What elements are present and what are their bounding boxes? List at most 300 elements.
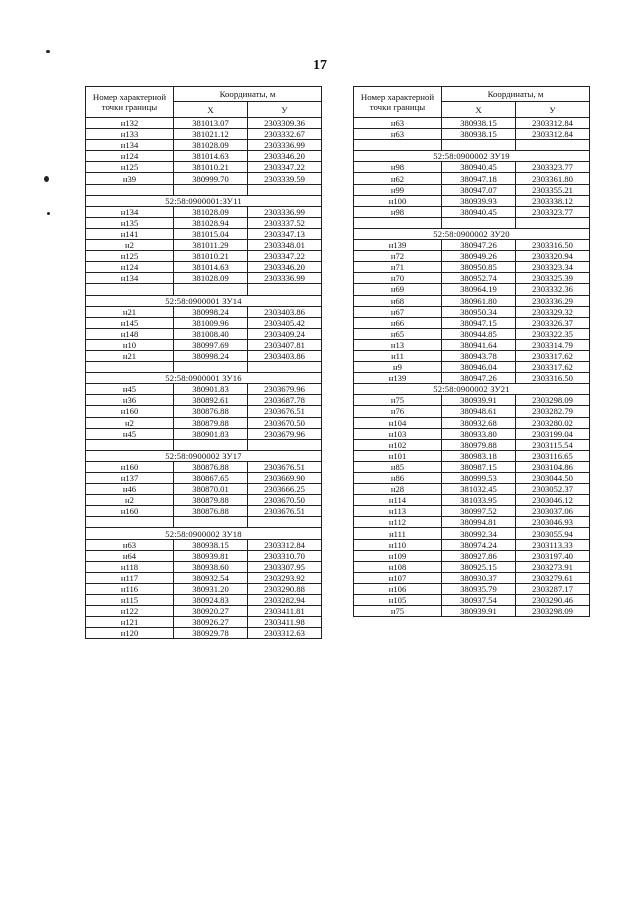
point-number: н102 [354,439,442,450]
x-coordinate: 380938.15 [442,118,516,129]
point-number: н135 [86,217,174,228]
coordinate-row [354,583,590,594]
coordinate-row [354,595,590,606]
parcel-number: 52:58:0900002 ЗУ21 [354,384,590,395]
coordinate-row [354,306,590,317]
coordinate-row [86,328,322,339]
coordinate-row [86,406,322,417]
coordinate-row [86,118,322,129]
point-number [86,517,174,528]
y-coordinate: 2303411.81 [248,606,322,617]
y-coordinate: 2303113.33 [516,539,590,550]
x-coordinate: 380974.24 [442,539,516,550]
point-number: н114 [354,495,442,506]
coordinate-row [86,317,322,328]
x-coordinate: 381010.21 [174,162,248,173]
page-number: 17 [313,58,327,73]
x-coordinate: 380938.15 [174,539,248,550]
header-y: У [516,102,590,118]
y-coordinate: 2303666.25 [248,484,322,495]
point-number: н99 [354,184,442,195]
x-coordinate: 380932.68 [442,417,516,428]
point-number: н65 [354,328,442,339]
coordinate-row [86,461,322,472]
coordinate-row [354,428,590,439]
y-coordinate: 2303326.37 [516,317,590,328]
x-coordinate: 381028.09 [174,140,248,151]
point-number: н63 [354,129,442,140]
y-coordinate: 2303336.29 [516,295,590,306]
point-number [86,284,174,295]
y-coordinate: 2303199.04 [516,428,590,439]
coordinate-row [354,561,590,572]
coordinate-row [354,550,590,561]
x-coordinate: 380927.86 [442,550,516,561]
x-coordinate [174,439,248,450]
point-number: н98 [354,206,442,217]
x-coordinate: 381011.29 [174,240,248,251]
coordinate-row [354,129,590,140]
point-number: н137 [86,473,174,484]
x-coordinate: 380997.52 [442,506,516,517]
coordinate-row [354,184,590,195]
x-coordinate: 380940.45 [442,206,516,217]
point-number: н67 [354,306,442,317]
point-number: н105 [354,595,442,606]
point-number: н108 [354,561,442,572]
y-coordinate: 2303336.99 [248,140,322,151]
y-coordinate: 2303310.70 [248,550,322,561]
point-number: н110 [354,539,442,550]
coordinate-row [86,473,322,484]
point-number: н125 [86,251,174,262]
point-number: н125 [86,162,174,173]
x-coordinate: 380938.60 [174,561,248,572]
point-number: н70 [354,273,442,284]
y-coordinate: 2303347.22 [248,251,322,262]
y-coordinate: 2303355.21 [516,184,590,195]
parcel-number: 52:58:0900002 ЗУ18 [86,528,322,539]
point-number: н120 [86,628,174,639]
coordinate-row [354,251,590,262]
point-number: н121 [86,617,174,628]
coordinate-row [354,473,590,484]
coordinates-table-left [85,86,322,639]
point-number: н160 [86,461,174,472]
y-coordinate: 2303411.98 [248,617,322,628]
y-coordinate: 2303403.86 [248,350,322,361]
x-coordinate: 380987.15 [442,461,516,472]
x-coordinate: 380939.91 [442,606,516,617]
x-coordinate: 381028.09 [174,273,248,284]
y-coordinate: 2303307.95 [248,561,322,572]
coordinate-row [86,583,322,594]
x-coordinate: 380998.24 [174,306,248,317]
x-coordinate: 381010.21 [174,251,248,262]
coordinate-row [354,350,590,361]
y-coordinate: 2303046.93 [516,517,590,528]
y-coordinate: 2303312.84 [248,539,322,550]
point-number: н2 [86,495,174,506]
coordinate-row [354,606,590,617]
point-number: н13 [354,339,442,350]
point-number: н63 [354,118,442,129]
x-coordinate: 380941.64 [442,339,516,350]
y-coordinate: 2303669.90 [248,473,322,484]
y-coordinate: 2303312.63 [248,628,322,639]
blank-row [86,184,322,195]
y-coordinate [516,217,590,228]
x-coordinate: 380964.19 [442,284,516,295]
x-coordinate: 380947.15 [442,317,516,328]
point-number: н71 [354,262,442,273]
point-number: н133 [86,129,174,140]
x-coordinate [442,217,516,228]
y-coordinate: 2303336.99 [248,206,322,217]
header-coordinates: Координаты, м [174,87,322,102]
coordinate-row [354,362,590,373]
header-point-number: Номер характерной точки границы [86,87,174,118]
x-coordinate: 380933.80 [442,428,516,439]
parcel-number: 52:58:0900002 ЗУ19 [354,151,590,162]
x-coordinate: 380979.88 [442,439,516,450]
y-coordinate: 2303332.67 [248,129,322,140]
x-coordinate [174,184,248,195]
coordinate-row [86,151,322,162]
coordinate-row [86,273,322,284]
point-number: н139 [354,240,442,251]
point-number: н117 [86,572,174,583]
y-coordinate: 2303197.40 [516,550,590,561]
y-coordinate: 2303317.62 [516,362,590,373]
table-body-right [354,118,590,617]
x-coordinate: 381033.95 [442,495,516,506]
coordinate-row [86,550,322,561]
y-coordinate: 2303290.88 [248,583,322,594]
coordinate-row [354,461,590,472]
coordinate-row [86,350,322,361]
coordinate-row [354,373,590,384]
point-number: н145 [86,317,174,328]
x-coordinate: 381008.40 [174,328,248,339]
y-coordinate: 2303670.50 [248,417,322,428]
point-number: н39 [86,173,174,184]
y-coordinate: 2303679.96 [248,384,322,395]
y-coordinate: 2303273.91 [516,561,590,572]
x-coordinate [174,517,248,528]
parcel-number: 52:58:0900001 ЗУ14 [86,295,322,306]
coordinate-row [86,262,322,273]
coordinate-row [86,506,322,517]
coordinate-row [354,417,590,428]
x-coordinate: 380876.88 [174,406,248,417]
point-number: н9 [354,362,442,373]
coordinate-row [86,251,322,262]
point-number: н45 [86,428,174,439]
coordinate-row [354,173,590,184]
coordinate-row [354,439,590,450]
x-coordinate: 380938.15 [442,129,516,140]
point-number: н113 [354,506,442,517]
y-coordinate: 2303316.50 [516,240,590,251]
point-number: н28 [354,484,442,495]
x-coordinate: 380947.18 [442,173,516,184]
parcel-number: 52:58:0900002 ЗУ20 [354,228,590,239]
x-coordinate: 381021.12 [174,129,248,140]
point-number: н116 [86,583,174,594]
x-coordinate: 380879.88 [174,417,248,428]
coordinate-row [354,284,590,295]
y-coordinate: 2303052.37 [516,484,590,495]
x-coordinate: 380943.78 [442,350,516,361]
y-coordinate: 2303323.77 [516,206,590,217]
point-number: н103 [354,428,442,439]
y-coordinate: 2303325.39 [516,273,590,284]
blank-row [86,439,322,450]
point-number [354,140,442,151]
point-number: н115 [86,595,174,606]
x-coordinate: 380983.18 [442,450,516,461]
x-coordinate: 380939.91 [442,395,516,406]
point-number: н72 [354,251,442,262]
y-coordinate: 2303309.36 [248,118,322,129]
parcel-number: 52:58:0900001 ЗУ16 [86,373,322,384]
x-coordinate: 380932.54 [174,572,248,583]
y-coordinate: 2303676.51 [248,506,322,517]
y-coordinate [248,439,322,450]
coordinate-row [354,262,590,273]
y-coordinate: 2303361.80 [516,173,590,184]
point-number: н21 [86,350,174,361]
blank-row [86,284,322,295]
point-number [86,362,174,373]
y-coordinate: 2303332.36 [516,284,590,295]
point-number: н2 [86,240,174,251]
x-coordinate: 380926.27 [174,617,248,628]
section-row [354,384,590,395]
coordinate-row [86,384,322,395]
y-coordinate: 2303409.24 [248,328,322,339]
point-number: н45 [86,384,174,395]
x-coordinate: 380879.88 [174,495,248,506]
coordinate-row [354,506,590,517]
x-coordinate: 380939.93 [442,195,516,206]
x-coordinate: 380950.34 [442,306,516,317]
x-coordinate: 380876.88 [174,461,248,472]
x-coordinate: 380950.85 [442,262,516,273]
x-coordinate: 380935.79 [442,583,516,594]
point-number: н139 [354,373,442,384]
x-coordinate: 381032.45 [442,484,516,495]
point-number: н11 [354,350,442,361]
point-number: н36 [86,395,174,406]
blank-row [86,517,322,528]
section-row [354,151,590,162]
point-number: н100 [354,195,442,206]
parcel-number: 52:58:0900002 ЗУ17 [86,450,322,461]
point-number: н107 [354,572,442,583]
x-coordinate: 381014.63 [174,262,248,273]
point-number [354,217,442,228]
x-coordinate [174,362,248,373]
y-coordinate: 2303290.46 [516,595,590,606]
margin-dot-middle [44,176,49,182]
point-number: н118 [86,561,174,572]
y-coordinate: 2303323.34 [516,262,590,273]
coordinate-row [354,317,590,328]
y-coordinate: 2303676.51 [248,461,322,472]
point-number: н68 [354,295,442,306]
x-coordinate: 380947.07 [442,184,516,195]
y-coordinate: 2303044.50 [516,473,590,484]
x-coordinate: 380920.27 [174,606,248,617]
coordinate-row [86,339,322,350]
point-number: н2 [86,417,174,428]
point-number [86,439,174,450]
coordinate-row [354,484,590,495]
coordinate-row [86,240,322,251]
point-number: н69 [354,284,442,295]
point-number: н98 [354,162,442,173]
section-row [86,195,322,206]
coordinate-row [86,162,322,173]
y-coordinate: 2303687.78 [248,395,322,406]
point-number: н85 [354,461,442,472]
header-coordinates: Координаты, м [442,87,590,102]
blank-row [354,217,590,228]
y-coordinate: 2303346.20 [248,151,322,162]
y-coordinate: 2303055.94 [516,528,590,539]
y-coordinate: 2303679.96 [248,428,322,439]
header-x: X [174,102,248,118]
coordinate-row [86,217,322,228]
coordinate-row [354,450,590,461]
point-number: н141 [86,228,174,239]
coordinate-row [86,129,322,140]
point-number: н104 [354,417,442,428]
y-coordinate: 2303407.81 [248,339,322,350]
coordinate-row [86,606,322,617]
x-coordinate [442,140,516,151]
x-coordinate: 380949.26 [442,251,516,262]
coordinate-row [354,572,590,583]
header-point-number: Номер характерной точки границы [354,87,442,118]
coordinate-row [86,306,322,317]
point-number: н63 [86,539,174,550]
y-coordinate: 2303338.12 [516,195,590,206]
x-coordinate: 380947.26 [442,240,516,251]
y-coordinate: 2303346.20 [248,262,322,273]
x-coordinate: 381014.63 [174,151,248,162]
y-coordinate: 2303287.17 [516,583,590,594]
coordinate-row [86,595,322,606]
coordinate-row [86,628,322,639]
coordinate-row [354,517,590,528]
x-coordinate: 380948.61 [442,406,516,417]
coordinate-row [354,528,590,539]
point-number: н122 [86,606,174,617]
y-coordinate: 2303104.86 [516,461,590,472]
y-coordinate: 2303116.65 [516,450,590,461]
point-number: н132 [86,118,174,129]
coordinate-row [354,539,590,550]
y-coordinate: 2303282.94 [248,595,322,606]
x-coordinate: 380940.45 [442,162,516,173]
x-coordinate: 380999.53 [442,473,516,484]
y-coordinate: 2303676.51 [248,406,322,417]
section-row [86,528,322,539]
blank-row [86,362,322,373]
coordinate-row [86,495,322,506]
section-row [354,228,590,239]
header-x: X [442,102,516,118]
x-coordinate: 380930.37 [442,572,516,583]
point-number: н10 [86,339,174,350]
margin-dot-top [46,50,50,53]
y-coordinate: 2303347.13 [248,228,322,239]
margin-dot-lower [47,212,50,215]
y-coordinate: 2303337.52 [248,217,322,228]
point-number: н109 [354,550,442,561]
x-coordinate: 380961.80 [442,295,516,306]
coordinate-row [354,395,590,406]
x-coordinate: 380925.15 [442,561,516,572]
x-coordinate: 380999.70 [174,173,248,184]
y-coordinate: 2303298.09 [516,395,590,406]
y-coordinate [248,284,322,295]
x-coordinate: 380901.83 [174,384,248,395]
blank-row [354,140,590,151]
y-coordinate: 2303046.12 [516,495,590,506]
y-coordinate: 2303316.50 [516,373,590,384]
coordinate-row [354,273,590,284]
x-coordinate [174,284,248,295]
y-coordinate [248,362,322,373]
y-coordinate: 2303336.99 [248,273,322,284]
coordinates-table-right [353,86,590,617]
coordinate-row [86,617,322,628]
x-coordinate: 380947.26 [442,373,516,384]
y-coordinate: 2303279.61 [516,572,590,583]
coordinate-row [354,195,590,206]
point-number: н124 [86,151,174,162]
coordinate-row [86,539,322,550]
point-number: н106 [354,583,442,594]
point-number: н64 [86,550,174,561]
point-number: н148 [86,328,174,339]
y-coordinate [516,140,590,151]
y-coordinate: 2303322.35 [516,328,590,339]
table-body-left [86,118,322,639]
x-coordinate: 380901.83 [174,428,248,439]
y-coordinate: 2303339.59 [248,173,322,184]
x-coordinate: 380892.61 [174,395,248,406]
point-number: н21 [86,306,174,317]
x-coordinate: 380946.04 [442,362,516,373]
x-coordinate: 380870.01 [174,484,248,495]
x-coordinate: 380994.81 [442,517,516,528]
y-coordinate: 2303405.42 [248,317,322,328]
coordinate-row [86,428,322,439]
coordinate-row [354,406,590,417]
y-coordinate: 2303314.79 [516,339,590,350]
coordinate-row [86,572,322,583]
y-coordinate: 2303317.62 [516,350,590,361]
y-coordinate: 2303312.84 [516,118,590,129]
y-coordinate: 2303298.09 [516,606,590,617]
coordinate-row [354,339,590,350]
point-number: н76 [354,406,442,417]
